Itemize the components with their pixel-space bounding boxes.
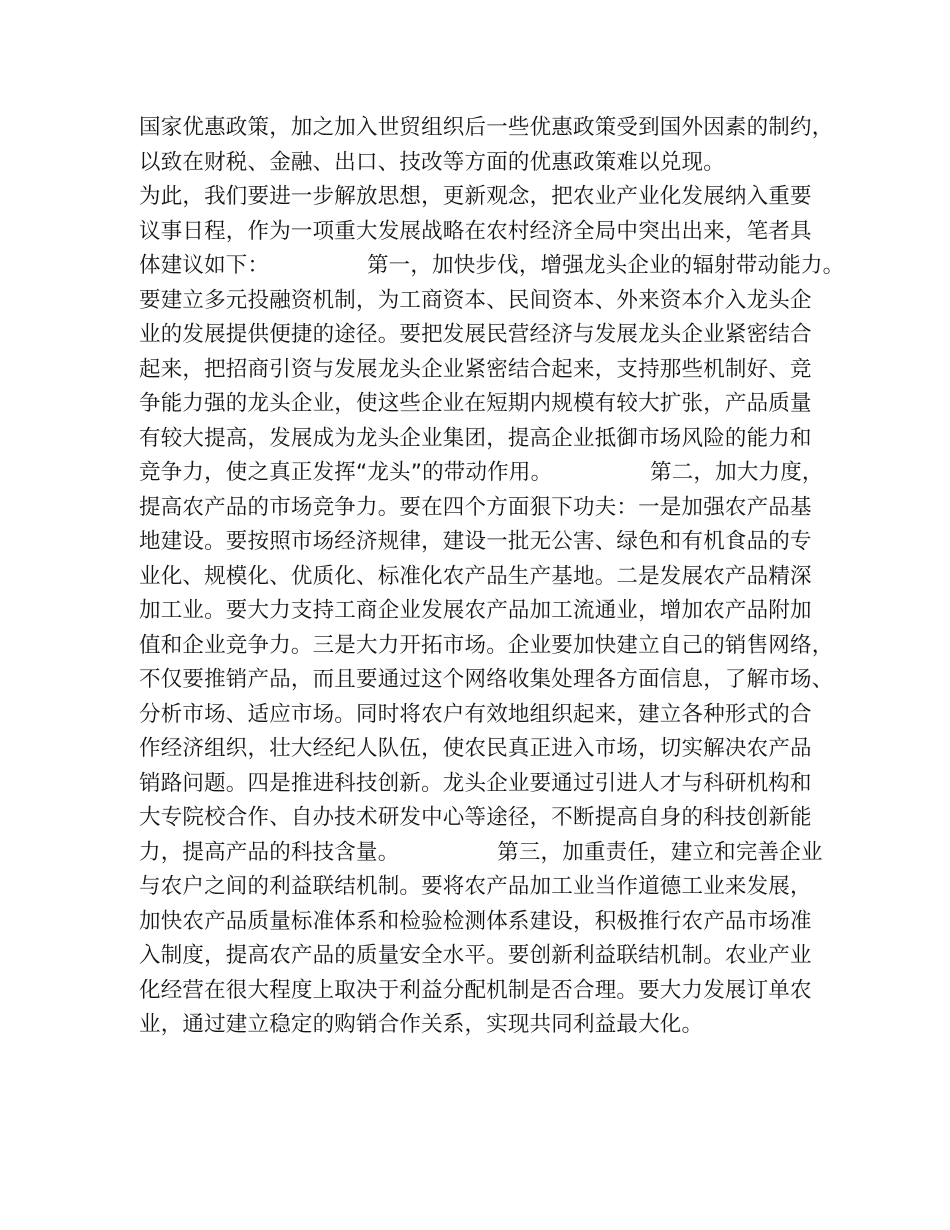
text-line: 力，提高产品的科技含量。 第三，加重责任，建立和完善企业 [139, 839, 823, 865]
text-line: 作经济组织，壮大经纪人队伍，使农民真正进入市场，切实解决农产品 [139, 736, 812, 761]
text-line: 要建立多元投融资机制，为工商资本、民间资本、外来资本介入龙头企 [139, 287, 812, 313]
text-line: 有较大提高，发展成为龙头企业集团，提高企业抵御市场风险的能力和 [139, 425, 812, 451]
text-line: 竞争力，使之真正发挥“龙头”的带动作用。 第二，加大力度， [139, 460, 824, 485]
text-line: 大专院校合作、自办技术研发中心等途径，不断提高自身的科技创新能 [139, 805, 812, 830]
text-line: 分析市场、适应市场。同时将农户有效地组织起来，建立各种形式的合 [139, 701, 812, 727]
body-text [139, 111, 845, 1043]
text-line: 提高农产品的市场竞争力。要在四个方面狠下功夫：一是加强农产品基 [139, 494, 812, 520]
text-line: 地建设。要按照市场经济规律，建设一批无公害、绿色和有机食品的专 [139, 529, 812, 554]
text-line: 加工业。要大力支持工商企业发展农产品加工流通业，增加农产品附加 [139, 598, 812, 623]
text-line: 体建议如下： 第一，加快步伐，增强龙头企业的辐射带动能力。 [139, 253, 845, 278]
text-line: 国家优惠政策，加之加入世贸组织后一些优惠政策受到国外因素的制约， [139, 115, 834, 140]
text-line: 为此，我们要进一步解放思想，更新观念，把农业产业化发展纳入重要 [139, 184, 812, 209]
text-line: 议事日程，作为一项重大发展战略在农村经济全局中突出出来，笔者具 [139, 218, 812, 244]
text-line: 业化、规模化、优质化、标准化农产品生产基地。二是发展农产品精深 [139, 563, 812, 589]
text-line: 化经营在很大程度上取决于利益分配机制是否合理。要大力发展订单农 [139, 977, 812, 1003]
text-line: 争能力强的龙头企业，使这些企业在短期内规模有较大扩张，产品质量 [139, 391, 812, 416]
text-line: 业的发展提供便捷的途径。要把发展民营经济与发展龙头企业紧密结合 [139, 322, 812, 347]
text-line: 起来，把招商引资与发展龙头企业紧密结合起来，支持那些机制好、竞 [139, 356, 812, 382]
text-line: 加快农产品质量标准体系和检验检测体系建设，积极推行农产品市场准 [139, 908, 812, 934]
text-line: 与农户之间的利益联结机制。要将农产品加工业当作道德工业来发展， [139, 874, 812, 899]
text-line: 不仅要推销产品，而且要通过这个网络收集处理各方面信息，了解市场、 [139, 667, 834, 692]
text-line: 销路问题。四是推进科技创新。龙头企业要通过引进人才与科研机构和 [139, 770, 812, 796]
text-line: 以致在财税、金融、出口、技改等方面的优惠政策难以兑现。 [139, 149, 725, 175]
text-line: 入制度，提高农产品的质量安全水平。要创新利益联结机制。农业产业 [139, 943, 812, 968]
text-line: 业，通过建立稳定的购销合作关系，实现共同利益最大化。 [139, 1012, 704, 1037]
text-line: 值和企业竞争力。三是大力开拓市场。企业要加快建立自己的销售网络， [139, 632, 834, 658]
